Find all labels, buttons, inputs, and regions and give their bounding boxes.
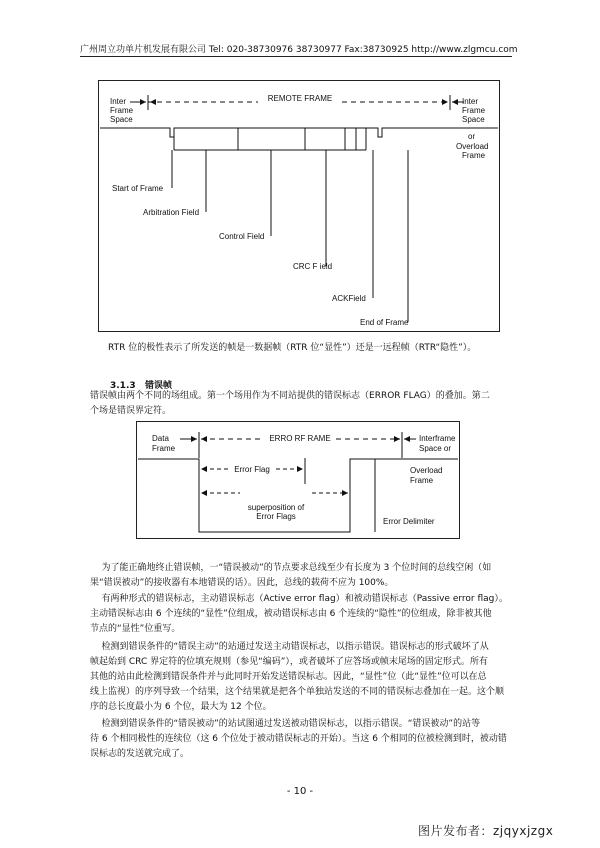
- arbitration-field-label: Arbitration Field: [143, 208, 200, 217]
- start-of-frame-label: Start of Frame: [112, 184, 164, 193]
- superposition-label-2: Error Flags: [256, 512, 296, 521]
- section-number: 3.1.3: [110, 381, 136, 391]
- body-line-11: 检测到错误条件的“错误被动”的站试图通过发送被动错误标志，以指示错误。“错误被动”的站等: [90, 719, 481, 729]
- page-header: 广州周立功单片机发展有限公司 Tel: 020-38730976 38730977 Fax:38730925 http://www.zlgmcu.com: [80, 45, 518, 55]
- body-line-7: 帧起始到 CRC 界定符的位填充规则（参见“编码”），或者破坏了应答场或帧末尾场的固定形式。所有: [90, 657, 488, 667]
- interframe-label-1: Interframe: [419, 434, 456, 443]
- rtr-caption: RTR 位的极性表示了所发送的帧是一数据帧（RTR 位“显性”）还是一远程帧（RTR“隐性”）。: [108, 343, 477, 353]
- end-of-frame-label: End of Frame: [360, 318, 409, 327]
- ack-field-label: ACKField: [332, 294, 366, 303]
- body-line-9: 线上监视）的序列导致一个结果，这个结果就是把各个单独站发送的不同的错误标志叠加在一起。这个顺: [90, 687, 505, 697]
- data-frame-label-1: Data: [152, 434, 169, 443]
- body-line-4: 主动错误标志由 6 个连续的“显性”位组成，被动错误标志由 6 个连续的“隐性”的位组成，除非被其他: [90, 609, 492, 619]
- body-line-6: 检测到错误条件的“错误主动”的站通过发送主动错误标志，以指示错误。错误标志的形式破坏了从: [90, 642, 489, 652]
- body-line-12: 待 6 个相同极性的连续位（这 6 个位处于被动错误标志的开始）。当这 6 个相同的位被检测到时，被动错: [90, 734, 507, 744]
- page-number: - 10 -: [286, 786, 314, 797]
- interframe-label-2: Space or: [419, 444, 452, 453]
- right-inter-frame-label-1: Inter: [462, 97, 479, 106]
- overload-frame-label-2: Frame: [462, 151, 486, 160]
- body-line-10: 序的总长度最小为 6 个位，最大为 12 个位。: [90, 702, 272, 712]
- crc-field-label: CRC F ield: [293, 262, 333, 271]
- left-inter-frame-label-2: Frame: [110, 106, 134, 115]
- right-inter-frame-label-3: Space: [462, 115, 485, 124]
- left-inter-frame-label-1: Inter: [110, 97, 127, 106]
- overload-frame-label-3: Overload: [410, 466, 443, 475]
- superposition-label-1: superposition of: [247, 503, 305, 512]
- error-flag-label: Error Flag: [234, 465, 270, 474]
- intro-line-2: 个场是错误界定符。: [90, 406, 172, 416]
- body-line-2: 果“错误被动”的接收器有本地错误的话）。因此，总线的载荷不应为 100%。: [90, 578, 394, 588]
- overload-frame-label-1: Overload: [456, 142, 489, 151]
- left-inter-frame-label-3: Space: [110, 115, 133, 124]
- body-line-3: 有两种形式的错误标志，主动错误标志（Active error flag）和被动错误标志（Passive error flag）。: [90, 594, 508, 604]
- publisher-watermark: 图片发布者：zjqyxjzgx: [418, 824, 554, 838]
- control-field-label: Control Field: [219, 232, 265, 241]
- remote-frame-title: REMOTE FRAME: [267, 94, 333, 103]
- overload-frame-label-4: Frame: [410, 476, 434, 485]
- error-frame-title: ERRO RF RAME: [269, 434, 331, 443]
- error-delimiter-label: Error Delimiter: [383, 517, 435, 526]
- or-label: or: [468, 132, 476, 141]
- body-line-8: 其他的站由此检测到错误条件并与此同时开始发送错误标志。因此，“显性”位（此“显性”位可以在总: [90, 672, 487, 682]
- body-line-1: 为了能正确地终止错误帧，一“错误被动”的节点要求总线至少有长度为 3 个位时间的总线空闲（如: [90, 563, 492, 573]
- data-frame-label-2: Frame: [152, 444, 176, 453]
- body-line-13: 误标志的发送就完成了。: [90, 749, 190, 759]
- intro-line-1: 错误帧由两个不同的场组成。第一个场用作为不同站提供的错误标志（ERROR FLAG）的叠加。第二: [90, 391, 490, 401]
- section-title: 错误帧: [145, 381, 173, 391]
- right-inter-frame-label-2: Frame: [462, 106, 486, 115]
- body-line-5: 节点的“显性”位重写。: [90, 624, 181, 634]
